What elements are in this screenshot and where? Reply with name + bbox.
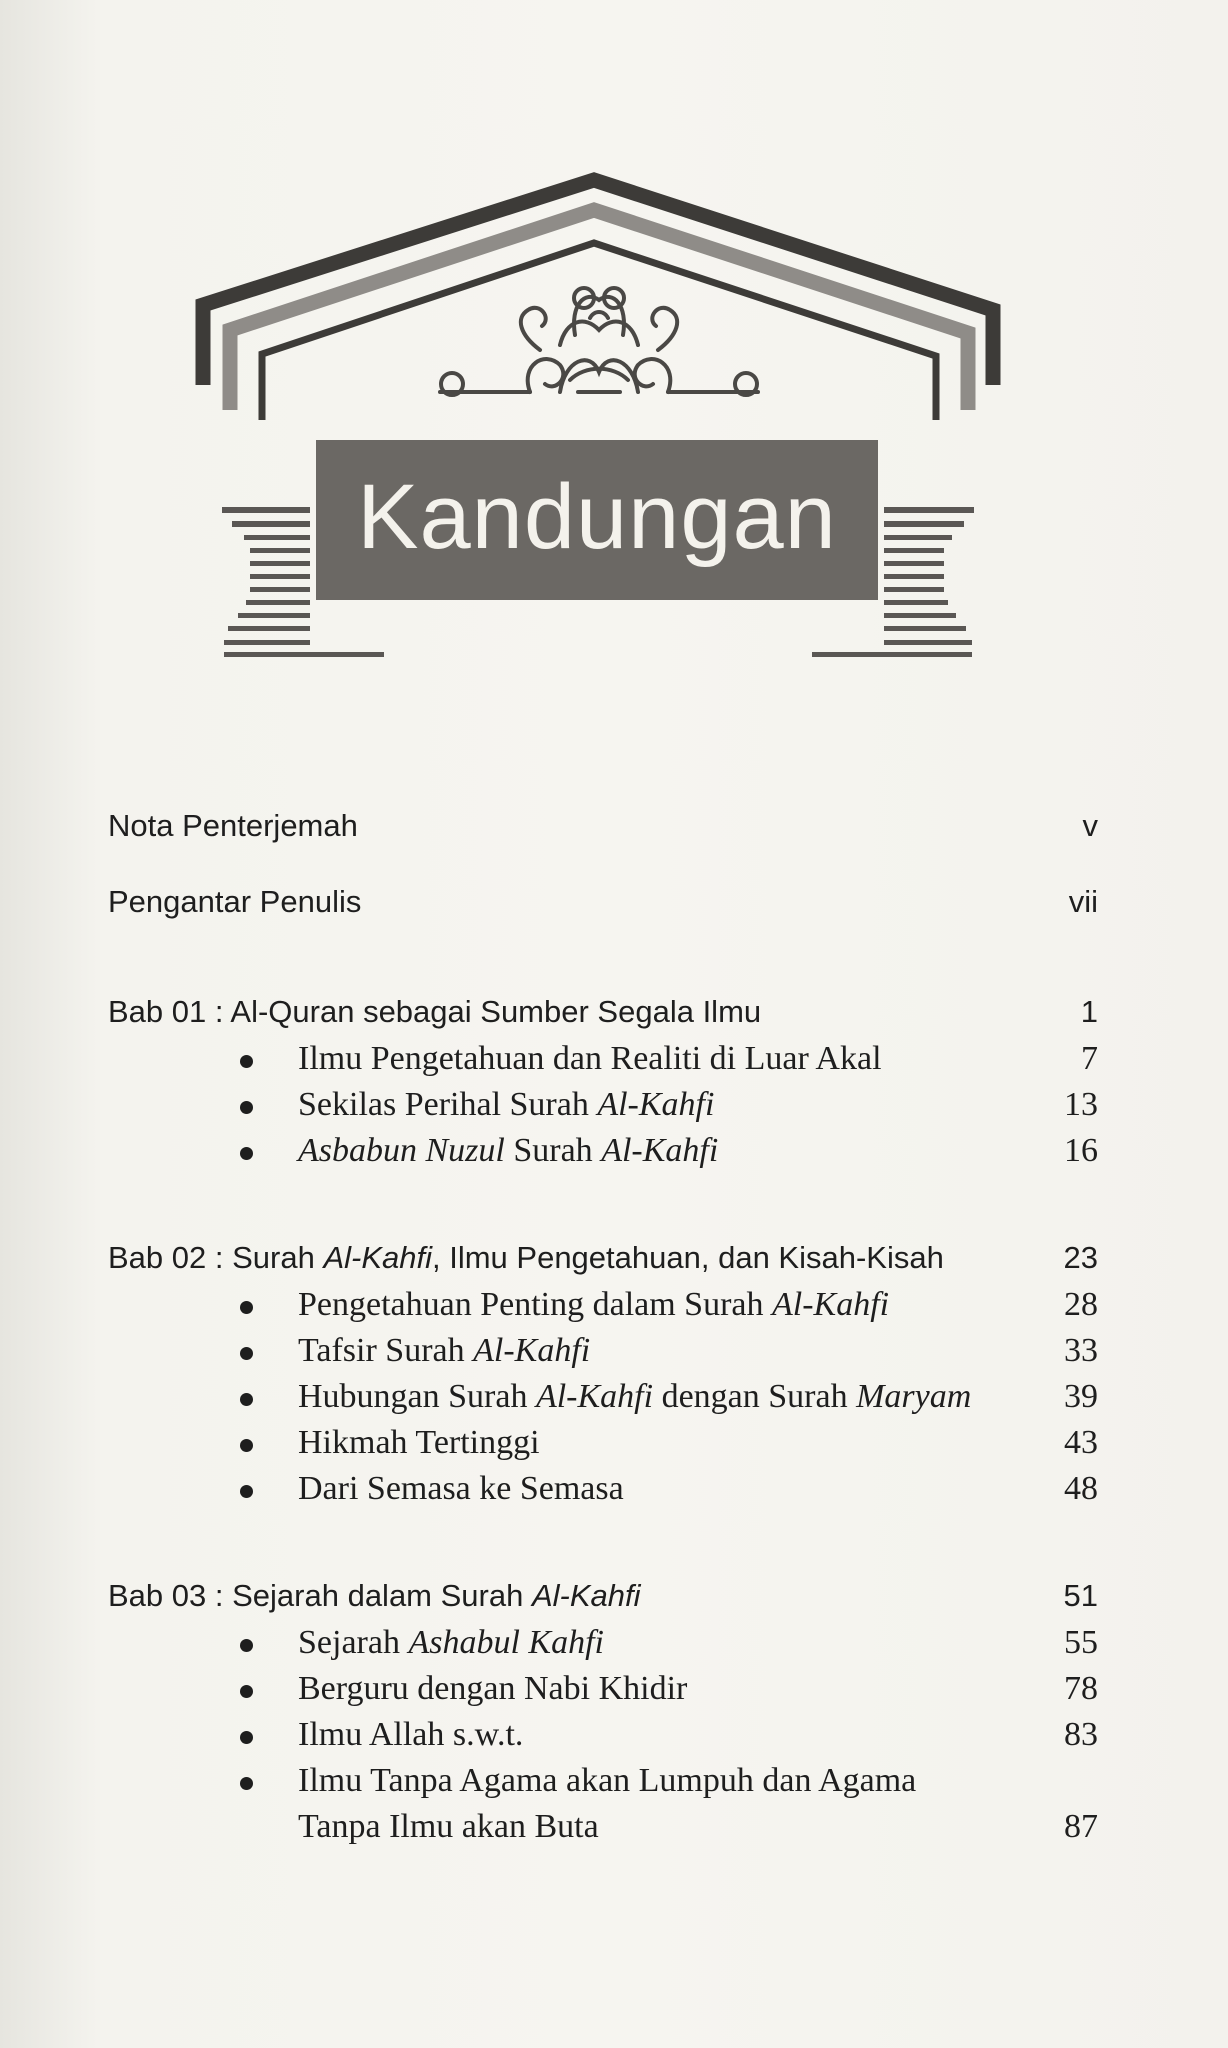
- toc-entry-label: Nota Penterjemah: [108, 808, 358, 843]
- bullet-icon: [240, 1485, 253, 1498]
- bullet-icon: [240, 1055, 253, 1068]
- bullet-icon: [240, 1393, 253, 1406]
- chapter-title: [108, 1240, 944, 1276]
- toc-entry-page: 16: [1064, 1132, 1098, 1169]
- bullet-icon: [240, 1101, 253, 1114]
- toc-entry-label: [298, 1286, 889, 1324]
- italic-text: Al-Kahfi: [597, 1086, 715, 1123]
- toc-entry-front[interactable]: [0, 808, 1228, 852]
- toc-sub-entry[interactable]: [0, 1286, 1228, 1330]
- italic-text: Al-Kahfi: [473, 1332, 591, 1369]
- toc-entry-page: 55: [1064, 1624, 1098, 1661]
- text-run: Surah: [232, 1240, 324, 1275]
- bullet-icon: [240, 1731, 253, 1744]
- toc-entry-label: [298, 1670, 687, 1708]
- text-run: dengan Surah: [653, 1378, 857, 1415]
- text-run: Hikmah Tertinggi: [298, 1424, 540, 1461]
- text-run: Pengetahuan Penting dalam Surah: [298, 1286, 773, 1323]
- page-title: Kandungan: [357, 465, 837, 568]
- toc-sub-entry[interactable]: [0, 1086, 1228, 1130]
- toc-entry-page: 43: [1064, 1424, 1098, 1461]
- chapter-title: [108, 1578, 641, 1614]
- toc-entry-page: 13: [1064, 1086, 1098, 1123]
- italic-text: Ashabul Kahfi: [408, 1624, 604, 1661]
- bullet-icon: [240, 1147, 253, 1160]
- italic-text: Al-Kahfi: [323, 1240, 432, 1275]
- toc-entry-label: [298, 1470, 624, 1508]
- toc-entry-label: [298, 1332, 590, 1370]
- toc-entry-label: [298, 1378, 971, 1416]
- bullet-icon: [240, 1639, 253, 1652]
- toc-entry-label: [298, 1624, 604, 1662]
- toc-entry-page: 28: [1064, 1286, 1098, 1323]
- toc-sub-entry[interactable]: [0, 1332, 1228, 1376]
- text-run: Ilmu Pengetahuan dan Realiti di Luar Akal: [298, 1040, 882, 1077]
- text-run: Dari Semasa ke Semasa: [298, 1470, 624, 1507]
- toc-entry-page: 33: [1064, 1332, 1098, 1369]
- toc-entry-page: 1: [1080, 994, 1098, 1029]
- chapter-label: Bab 02: [108, 1240, 207, 1275]
- bullet-icon: [240, 1439, 253, 1452]
- chapter-separator: :: [206, 994, 231, 1029]
- toc-sub-entry[interactable]: [0, 1132, 1228, 1176]
- chapter-label: Bab 01: [108, 994, 207, 1029]
- toc-sub-entry[interactable]: [0, 1624, 1228, 1668]
- chapter-separator: :: [206, 1578, 233, 1613]
- chapter-title-text: [232, 1240, 944, 1275]
- toc-sub-entry[interactable]: [0, 1424, 1228, 1468]
- bullet-icon: [240, 1347, 253, 1360]
- italic-text: Al-Kahfi: [601, 1132, 719, 1169]
- chapter-separator: :: [206, 1240, 233, 1275]
- text-run: , Ilmu Pengetahuan, dan Kisah-Kisah: [432, 1240, 944, 1275]
- toc-entry-front[interactable]: [0, 884, 1228, 928]
- toc-entry-label: [298, 1762, 916, 1800]
- italic-text: Maryam: [856, 1378, 972, 1415]
- toc-entry-page: 83: [1064, 1716, 1098, 1753]
- toc-sub-entry[interactable]: [0, 1040, 1228, 1084]
- text-run: Ilmu Tanpa Agama akan Lumpuh dan Agama: [298, 1762, 917, 1799]
- chapter-title-text: [230, 994, 761, 1029]
- toc-entry-label: [298, 1132, 718, 1170]
- toc-entry-label: [298, 1716, 523, 1754]
- toc-sub-entry[interactable]: [0, 1762, 1228, 1806]
- bullet-icon: [240, 1301, 253, 1314]
- chapter-title-text: [232, 1578, 640, 1613]
- toc-entry-page: 51: [1063, 1578, 1098, 1613]
- toc-entry-label: [298, 1424, 540, 1462]
- text-run: Sekilas Perihal Surah: [298, 1086, 598, 1123]
- toc-chapter-heading[interactable]: [0, 1578, 1228, 1622]
- toc-entry-page: 39: [1064, 1378, 1098, 1415]
- text-run: Berguru dengan Nabi Khidir: [298, 1670, 688, 1707]
- italic-text: Al-Kahfi: [772, 1286, 890, 1323]
- text-run: Sejarah dalam Surah: [232, 1578, 532, 1613]
- text-run: Ilmu Allah s.w.t.: [298, 1716, 524, 1753]
- italic-text: Asbabun Nuzul: [298, 1132, 505, 1169]
- toc-sub-entry[interactable]: [0, 1470, 1228, 1514]
- toc-entry-page: v: [1082, 808, 1098, 843]
- text-run: Sejarah: [298, 1624, 409, 1661]
- italic-text: Al-Kahfi: [531, 1578, 641, 1613]
- toc-entry-page: 78: [1064, 1670, 1098, 1707]
- toc-sub-entry[interactable]: [0, 1670, 1228, 1714]
- text-run: Al-Quran sebagai Sumber Segala Ilmu: [230, 994, 762, 1029]
- toc-entry-label: [298, 1086, 714, 1124]
- bullet-icon: [240, 1685, 253, 1698]
- italic-text: Al-Kahfi: [535, 1378, 654, 1415]
- toc-entry-page: 7: [1081, 1040, 1098, 1077]
- toc-chapter-heading[interactable]: [0, 1240, 1228, 1284]
- toc-entry-page: 23: [1063, 1240, 1098, 1275]
- chapter-title: [108, 994, 761, 1030]
- toc-entry-page: 87: [1064, 1808, 1098, 1845]
- toc-chapter-heading[interactable]: [0, 994, 1228, 1038]
- toc-entry-page: vii: [1068, 884, 1098, 919]
- toc-entry-label: [298, 1040, 882, 1078]
- toc-entry-page: 48: [1064, 1470, 1098, 1507]
- text-run: Tafsir Surah: [298, 1332, 474, 1369]
- toc-entry-label: Pengantar Penulis: [108, 884, 362, 919]
- bullet-icon: [240, 1777, 253, 1790]
- toc-sub-entry[interactable]: [0, 1716, 1228, 1760]
- text-run: Surah: [504, 1132, 602, 1169]
- toc-sub-entry[interactable]: [0, 1378, 1228, 1422]
- text-run: Hubungan Surah: [298, 1378, 536, 1415]
- toc-entry-label: Tanpa Ilmu akan Buta: [298, 1808, 599, 1845]
- toc-sub-entry-continuation[interactable]: [0, 1808, 1228, 1852]
- chapter-label: Bab 03: [108, 1578, 207, 1613]
